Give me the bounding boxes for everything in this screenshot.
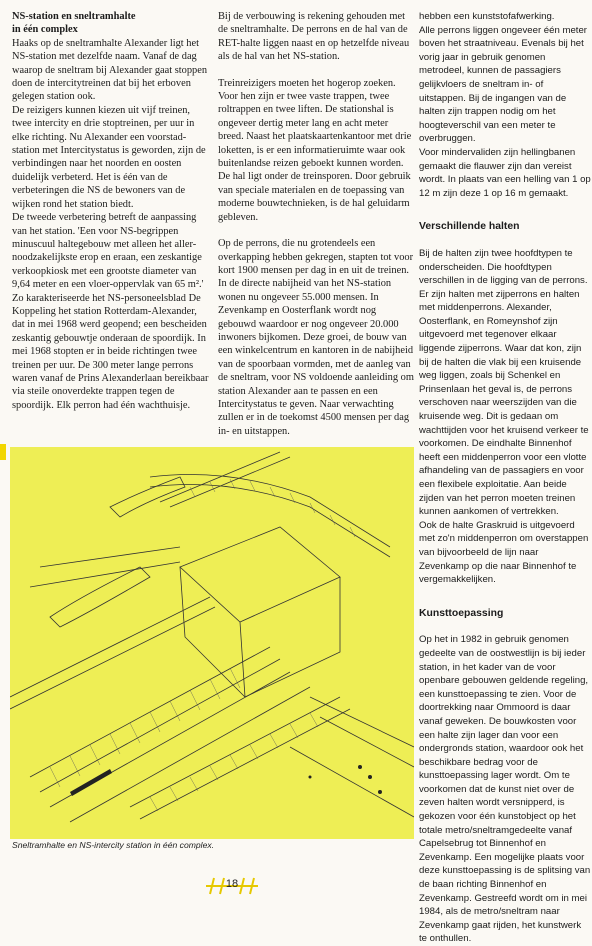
column-2 xyxy=(218,10,414,438)
paragraph: Bij de halten zijn twee hoofdtypen te onderscheiden. Die hoofdtypen verschillen in de ligging van de perrons. Er zijn halten met zijperrons en halten met middenperrons. Alexander, Oosterflank, en Romeynshof zijn uitgevoerd met tegenover elkaar liggende zijperrons. Waar dat kon, zijn bij de halten die vlak bij een kruisende weg liggen, zoals bij Schenkel en Prinsenlaan het geval is, de perrons verschoven naar weerszijden van die kruisende weg. Dit is gedaan om wachttijden voor het kruisend verkeer te voorkomen. De eindhalte Binnenhof heeft een middenperron voor een vlotte afhandeling van de passagiers en voor een flexibele exploitatie. Aan beide zijden van het perron moeten treinen kunnen aankomen of vertrekken. xyxy=(419,247,589,518)
figure-caption: Sneltramhalte en NS-intercity station in één complex. xyxy=(12,840,215,850)
column-1 xyxy=(12,10,210,412)
station-illustration xyxy=(10,447,414,839)
paragraph: Alle perrons liggen ongeveer één meter boven het straatniveau. Evenals bij het vorig jaar in gebruik genomen metrodeel, kunnen de passagiers gelijkvloers de sneltram in- of uitstappen. Bij de ingangen van de halten zijn trappen nodig om het hoogteverschil van een meter te overbruggen. xyxy=(419,24,587,145)
paragraph: Voor mindervaliden zijn hellingbanen gemaakt die flauwer zijn dan vereist wordt. In plaats van een helling van 1 op 12 m zijn deze 1 op 16 m gemaakt. xyxy=(419,146,591,199)
column-3 xyxy=(419,10,591,946)
yellow-margin-marker xyxy=(0,444,6,460)
spacer xyxy=(419,200,591,220)
spacer xyxy=(419,587,591,607)
station-line-drawing xyxy=(10,447,414,839)
section-heading: Kunsttoepassing xyxy=(419,607,504,619)
paragraph: De tweede verbetering betreft de aanpassing van het station. 'Een voor NS-begrippen minuscuul haltegebouw met alleen het aller-noodzakelijkste erop en eraan, een zeskantige verkoopkiosk met een grootste diameter van 9,64 meter en een vloer-oppervlak van 65 m².' Zo karakteriseerde het NS-personeelsblad De Koppeling het station Rotterdam-Alexander, dat in mei 1968 werd geopend; een bescheiden zeskantig gebouwtje onderaan de spoordijk. In mei 1968 stopten er in beide richtingen twee treinen per uur. De 300 meter lange perrons waren vanaf de Prins Alexanderlaan bereikbaar via steile onoverdekte trappen tegen de spoordijk. Elk perron had één wachthuisje. xyxy=(12,212,209,411)
paragraph: Treinreizigers moeten het hogerop zoeken. Voor hen zijn er twee vaste trappen, twee roltrappen en twee liften. De stationshal is ongeveer dertig meter lang en acht meter breed. Naast het plaatskaartenkantoor met drie loketten, is er een informatieruimte waar ook buitenlandse reizen geboekt kunnen worden. De hal ligt onder de treinsporen. Door gebruik van speciale materialen en de toepassing van moderne bouwtechnieken, is de hal geluidarm gebleven. xyxy=(218,77,412,223)
heading-line-1: NS-station en sneltramhalte xyxy=(12,11,136,22)
article-heading xyxy=(12,10,210,37)
paragraph: Haaks op de sneltramhalte Alexander ligt het NS-station met dezelfde naam. Vanaf de dag waarop de sneltram bij Alexander gaat stoppen doen de intercitytreinen dat bij het erboven gelegen station ook. xyxy=(12,37,208,103)
paragraph: Bij de verbouwing is rekening gehouden met de sneltramhalte. De perrons en de hal van de RET-halte liggen naast en op hetzelfde niveau als de hal van het NS-station. xyxy=(218,11,410,63)
heading-line-2: in één complex xyxy=(12,24,78,36)
paragraph: De reizigers kunnen kiezen uit vijf treinen, twee intercity en drie stoptreinen, per uur in elke richting. Nu Alexander een voorstad-station met Intercitystatus is geworden, zijn de verbindingen naar het noorden en oosten duidelijk verbeterd. Het is één van de verbeteringen die NS de bewoners van de wijken rond het station biedt. xyxy=(12,104,206,210)
paragraph: Op de perrons, die nu grotendeels een overkapping hebben gekregen, stapten tot voor kort 1900 mensen per dag in en uit de treinen. In de directe nabijheid van het NS-station wonen nu ongeveer 55.000 mensen. In Zevenkamp en Oosterflank wordt nog gebouwd waardoor er nog ongeveer 20.000 inwoners bijkomen. Deze groei, de bouw van een winkelcentrum en kantoren in de nabijheid van de spoorbaan vormden, met de aanleg van de sneltram, voor NS voldoende aanleiding om station Alexander aan te passen en een Intercitystatus te geven. Naar verwachting zullen er in de toekomst 4500 mensen per dag in- en uitstappen. xyxy=(218,238,414,437)
section-heading: Verschillende halten xyxy=(419,221,520,233)
paragraph: Ook de halte Graskruid is uitgevoerd met zo'n middenperron om overstappen van bijvoorbeeld de lijn naar Zevenkamp op die naar Binnenhof te vergemakkelijken. xyxy=(419,519,589,586)
page-number-badge xyxy=(200,875,264,897)
paragraph: hebben een kunststofafwerking. xyxy=(419,11,555,22)
page-number: 18 xyxy=(225,878,239,890)
paragraph: Op het in 1982 in gebruik genomen gedeelte van de oostwestlijn is bij ieder station, in het kader van de voor openbare gebouwen geldende regeling, een kunsttoepassing te zien. Voor de doortrekking naar Ommoord is daar vanaf geweken. De bouwkosten voor een halte zijn lager dan voor een ondergronds station, waardoor ook het beschikbare bedrag voor de kunsttoepassing lager wordt. Om te voorkomen dat de kunst niet over de zeven halten wordt versnipperd, is gekozen voor één kunstobject op het totale metro/sneltramgedeelte vanaf Capelsebrug tot Binnenhof en Zevenkamp. Een mogelijke plaats voor deze kunsttoepassing is de splitsing van de baan richting Binnenhof en Zevenkamp. Gestreefd wordt om in mei 1984, als de metro/sneltram naar Zevenkamp gaat rijden, het kunstwerk te onthullen. xyxy=(419,634,591,945)
